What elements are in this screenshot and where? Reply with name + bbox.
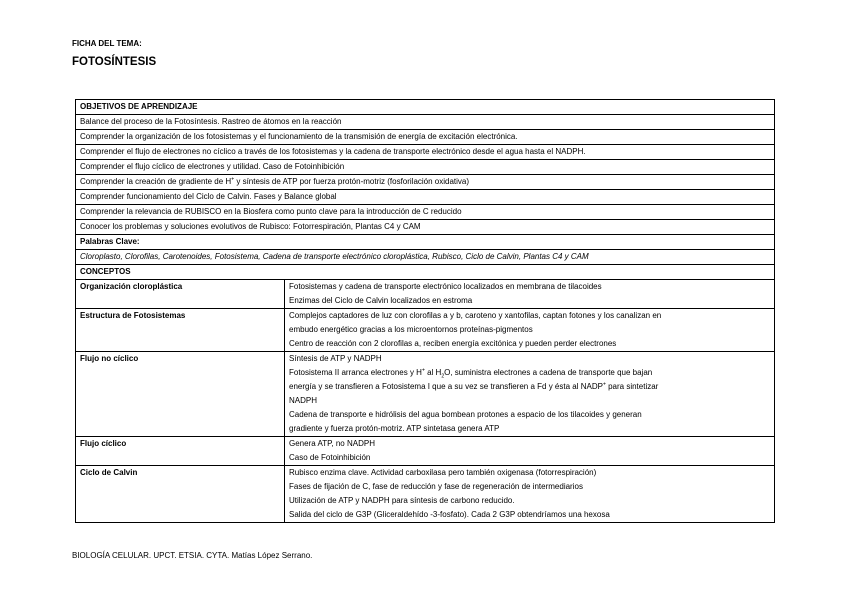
- objectives-heading: OBJETIVOS DE APRENDIZAJE: [76, 100, 775, 115]
- concept-line: NADPH: [289, 396, 318, 405]
- concept-line: Utilización de ATP y NADPH para síntesis de carbono reducido.: [289, 496, 515, 505]
- concept-line: Síntesis de ATP y NADPH: [289, 354, 382, 363]
- concept-description: [285, 437, 775, 466]
- concept-line: Salida del ciclo de G3P (Gliceraldehído -3-fosfato). Cada 2 G3P obtendríamos una hexosa: [289, 510, 610, 519]
- superscript-plus: +: [231, 176, 235, 183]
- topic-table: [75, 99, 775, 523]
- concept-line: [289, 380, 770, 394]
- concept-text: al H: [424, 368, 442, 377]
- concept-text: O, suministra electrones a cadena de transporte que bajan: [444, 368, 653, 377]
- concept-text: energía y se transfieren a Fotosistema I que a su vez se transfieren a Fd y ésta al NADP: [289, 382, 603, 391]
- concept-line: Rubisco enzima clave. Actividad carboxilasa pero también oxigenasa (fotorrespiración): [289, 468, 597, 477]
- page-title: FOTOSÍNTESIS: [72, 56, 157, 68]
- concept-line: [289, 366, 770, 380]
- concept-line: Complejos captadores de luz con clorofilas a y b, caroteno y xantofilas, captan fotones y los canalizan en: [289, 311, 662, 320]
- concept-name: Flujo no cíclico: [76, 352, 285, 437]
- concept-line: Caso de Fotoinhibición: [289, 453, 371, 462]
- objective-item: Comprender funcionamiento del Ciclo de Calvin. Fases y Balance global: [76, 190, 775, 205]
- superscript-plus: +: [421, 367, 425, 374]
- objective-item: Balance del proceso de la Fotosíntesis. Rastreo de átomos en la reacción: [76, 115, 775, 130]
- objective-item: Comprender la organización de los fotosistemas y el funcionamiento de la transmisión de energía de excitación electrónica.: [76, 130, 775, 145]
- objective-item: [76, 175, 775, 190]
- concept-description: [285, 466, 775, 523]
- concept-name: Ciclo de Calvin: [76, 466, 285, 523]
- concept-name: Flujo cíclico: [76, 437, 285, 466]
- subscript-two: 2: [441, 373, 445, 380]
- objective-text: y síntesis de ATP por fuerza protón-motriz (fosforilación oxidativa): [234, 177, 470, 186]
- concept-description: [285, 352, 775, 437]
- concept-text: Fotosistema II arranca electrones y H: [289, 368, 422, 377]
- superscript-plus: +: [602, 381, 606, 388]
- concept-description: [285, 280, 775, 309]
- footer-credit: BIOLOGÍA CELULAR. UPCT. ETSIA. CYTA. Matías López Serrano.: [72, 551, 313, 560]
- concept-line: embudo energético gracias a los microentornos proteínas-pigmentos: [289, 325, 533, 334]
- concept-description: [285, 309, 775, 352]
- concept-name: Organización cloroplástica: [76, 280, 285, 309]
- objective-item: Conocer los problemas y soluciones evolutivos de Rubisco: Fotorrespiración, Plantas C4 y CAM: [76, 220, 775, 235]
- concept-line: Fotosistemas y cadena de transporte electrónico localizados en membrana de tilacoides: [289, 282, 602, 291]
- objective-item: Comprender la relevancia de RUBISCO en la Biosfera como punto clave para la introducción de C reducido: [76, 205, 775, 220]
- concept-name: Estructura de Fotosistemas: [76, 309, 285, 352]
- concept-line: Enzimas del Ciclo de Calvin localizados en estroma: [289, 296, 473, 305]
- objective-item: Comprender el flujo de electrones no cíclico a través de los fotosistemas y la cadena de transporte electrónico desde el agua hasta el NADPH.: [76, 145, 775, 160]
- sheet-label: FICHA DEL TEMA:: [72, 39, 142, 48]
- keywords-text: Cloroplasto, Clorofilas, Carotenoides, Fotosistema, Cadena de transporte electrónico cloroplástica, Rubisco, Ciclo de Calvin, Plantas C4 y CAM: [76, 250, 775, 265]
- keywords-heading: Palabras Clave:: [76, 235, 775, 250]
- concept-text: para sintetizar: [605, 382, 659, 391]
- concepts-heading: CONCEPTOS: [76, 265, 775, 280]
- concept-line: Centro de reacción con 2 clorofilas a, reciben energía excitónica y pueden perder electrones: [289, 339, 617, 348]
- concept-line: Cadena de transporte e hidrólisis del agua bombean protones a espacio de los tilacoides y generan: [289, 410, 642, 419]
- concept-line: Genera ATP, no NADPH: [289, 439, 375, 448]
- objective-text: Comprender la creación de gradiente de H: [80, 177, 232, 186]
- concept-line: gradiente y fuerza protón-motriz. ATP sintetasa genera ATP: [289, 424, 500, 433]
- objective-item: Comprender el flujo cíclico de electrones y utilidad. Caso de Fotoinhibición: [76, 160, 775, 175]
- concept-line: Fases de fijación de C, fase de reducción y fase de regeneración de intermediarios: [289, 482, 583, 491]
